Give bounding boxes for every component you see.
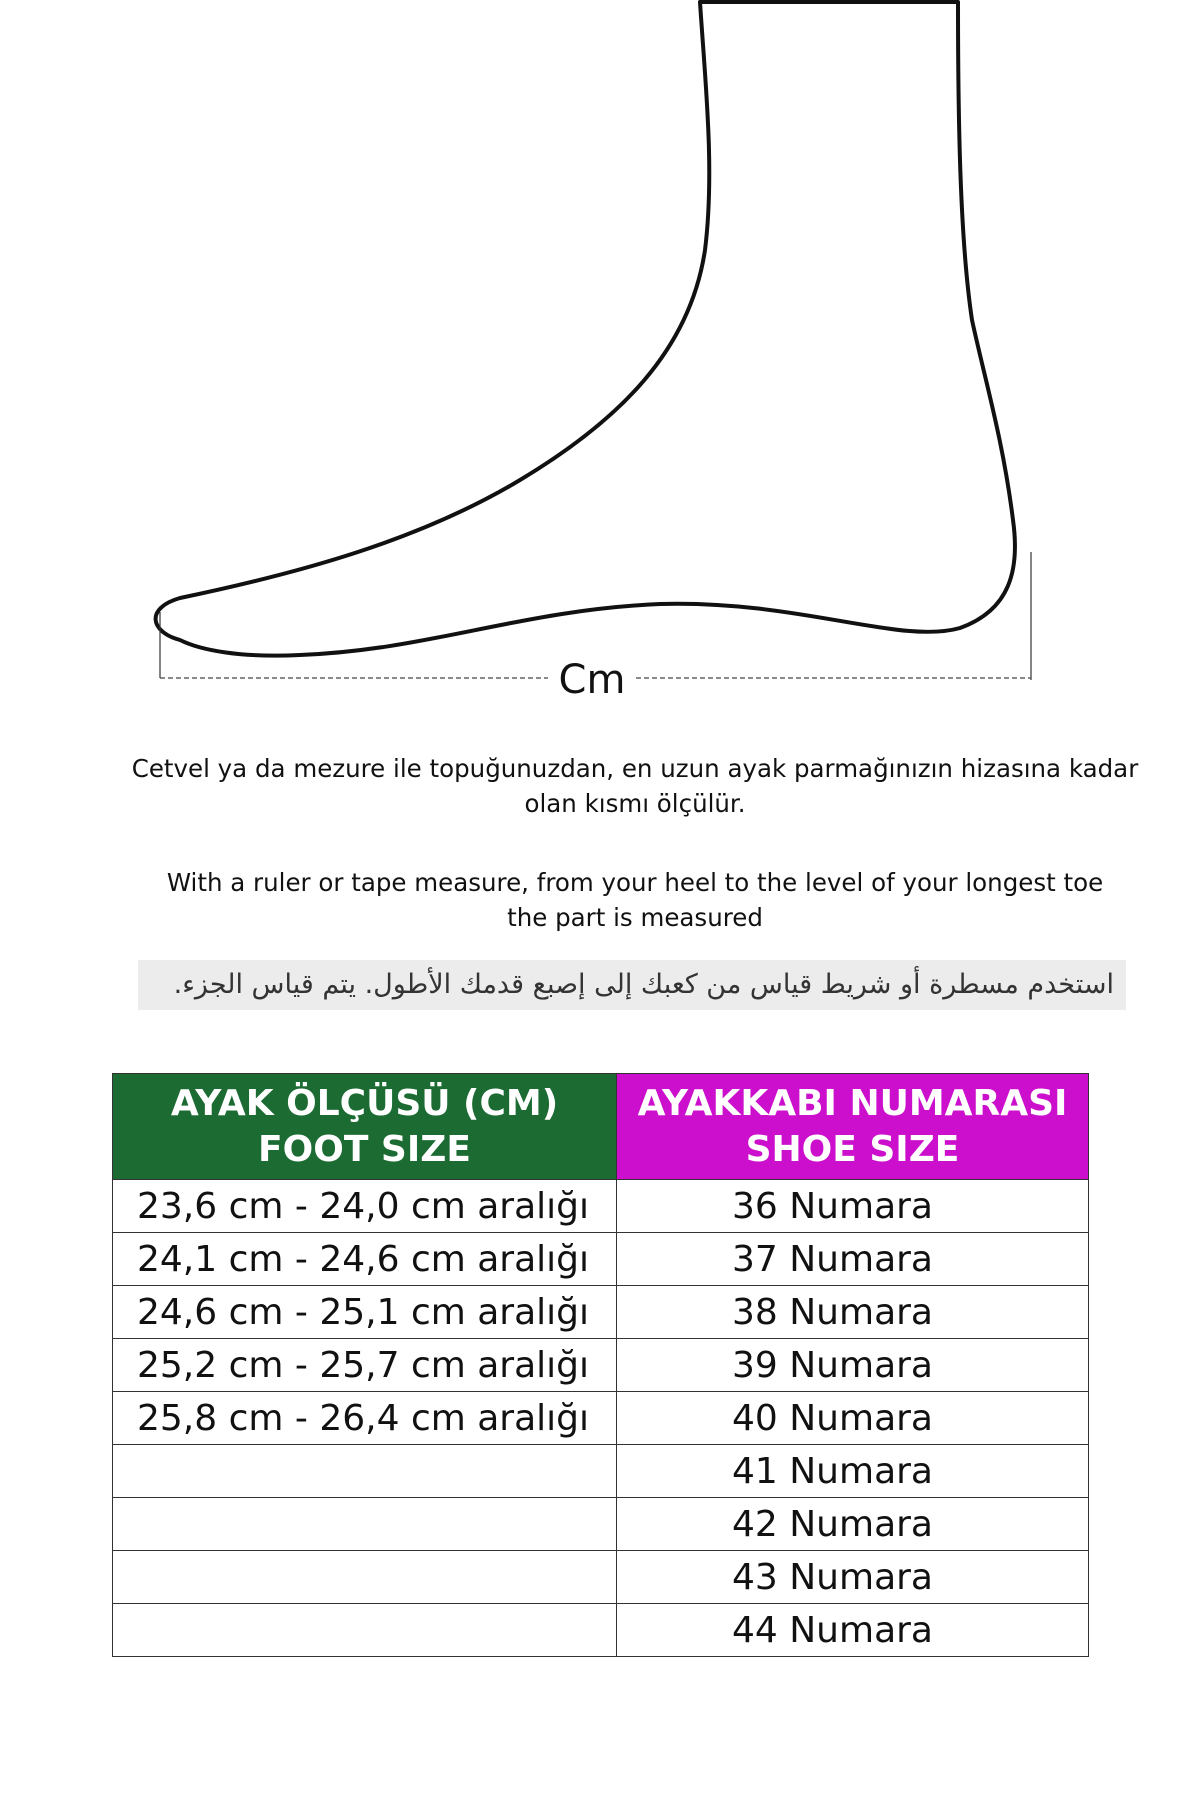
shoe-size-cell: 39 Numara xyxy=(617,1339,1089,1392)
foot-size-header-tr: AYAK ÖLÇÜSÜ (CM) xyxy=(170,1082,559,1124)
size-chart-table xyxy=(112,1073,1089,1657)
shoe-size-cell: 37 Numara xyxy=(617,1233,1089,1286)
instruction-turkish-line-2: olan kısmı ölçülür. xyxy=(524,789,746,818)
shoe-size-cell: 43 Numara xyxy=(617,1551,1089,1604)
shoe-size-cell: 38 Numara xyxy=(617,1286,1089,1339)
foot-outline xyxy=(156,2,1015,656)
foot-size-cell xyxy=(113,1604,617,1657)
shoe-size-cell: 40 Numara xyxy=(617,1392,1089,1445)
instruction-english-line-1: With a ruler or tape measure, from your heel to the level of your longest toe xyxy=(166,868,1104,897)
foot-size-cell: 25,8 cm - 26,4 cm aralığı xyxy=(113,1392,617,1445)
shoe-size-cell: 44 Numara xyxy=(617,1604,1089,1657)
shoe-size-cell: 41 Numara xyxy=(617,1445,1089,1498)
foot-size-cell xyxy=(113,1445,617,1498)
foot-size-cell: 25,2 cm - 25,7 cm aralığı xyxy=(113,1339,617,1392)
foot-size-cell xyxy=(113,1498,617,1551)
instruction-english-line-2: the part is measured xyxy=(507,903,763,932)
foot-size-header xyxy=(113,1074,617,1180)
table-row xyxy=(113,1180,1089,1233)
table-row xyxy=(113,1233,1089,1286)
shoe-size-header-en: SHOE SIZE xyxy=(745,1128,960,1170)
shoe-size-cell: 42 Numara xyxy=(617,1498,1089,1551)
foot-size-cell: 23,6 cm - 24,0 cm aralığı xyxy=(113,1180,617,1233)
foot-size-cell xyxy=(113,1551,617,1604)
size-chart-header-row xyxy=(113,1074,1089,1180)
shoe-size-header-tr: AYAKKABI NUMARASI xyxy=(637,1082,1068,1124)
shoe-size-header xyxy=(617,1074,1089,1180)
foot-diagram xyxy=(0,0,1200,720)
instruction-turkish-line-1: Cetvel ya da mezure ile topuğunuzdan, en uzun ayak parmağınızın hizasına kadar xyxy=(131,754,1139,783)
instruction-english xyxy=(100,865,1170,935)
table-row xyxy=(113,1392,1089,1445)
shoe-size-cell: 36 Numara xyxy=(617,1180,1089,1233)
foot-size-cell: 24,1 cm - 24,6 cm aralığı xyxy=(113,1233,617,1286)
table-row xyxy=(113,1604,1089,1657)
table-row xyxy=(113,1339,1089,1392)
table-row xyxy=(113,1498,1089,1551)
table-row xyxy=(113,1445,1089,1498)
table-row xyxy=(113,1286,1089,1339)
instruction-arabic: استخدم مسطرة أو شريط قياس من كعبك إلى إصبع قدمك الأطول. يتم قياس الجزء. xyxy=(138,960,1126,1010)
measure-label: Cm xyxy=(558,657,626,703)
instruction-turkish xyxy=(100,751,1170,821)
foot-size-cell: 24,6 cm - 25,1 cm aralığı xyxy=(113,1286,617,1339)
table-row xyxy=(113,1551,1089,1604)
foot-size-header-en: FOOT SIZE xyxy=(258,1128,471,1170)
